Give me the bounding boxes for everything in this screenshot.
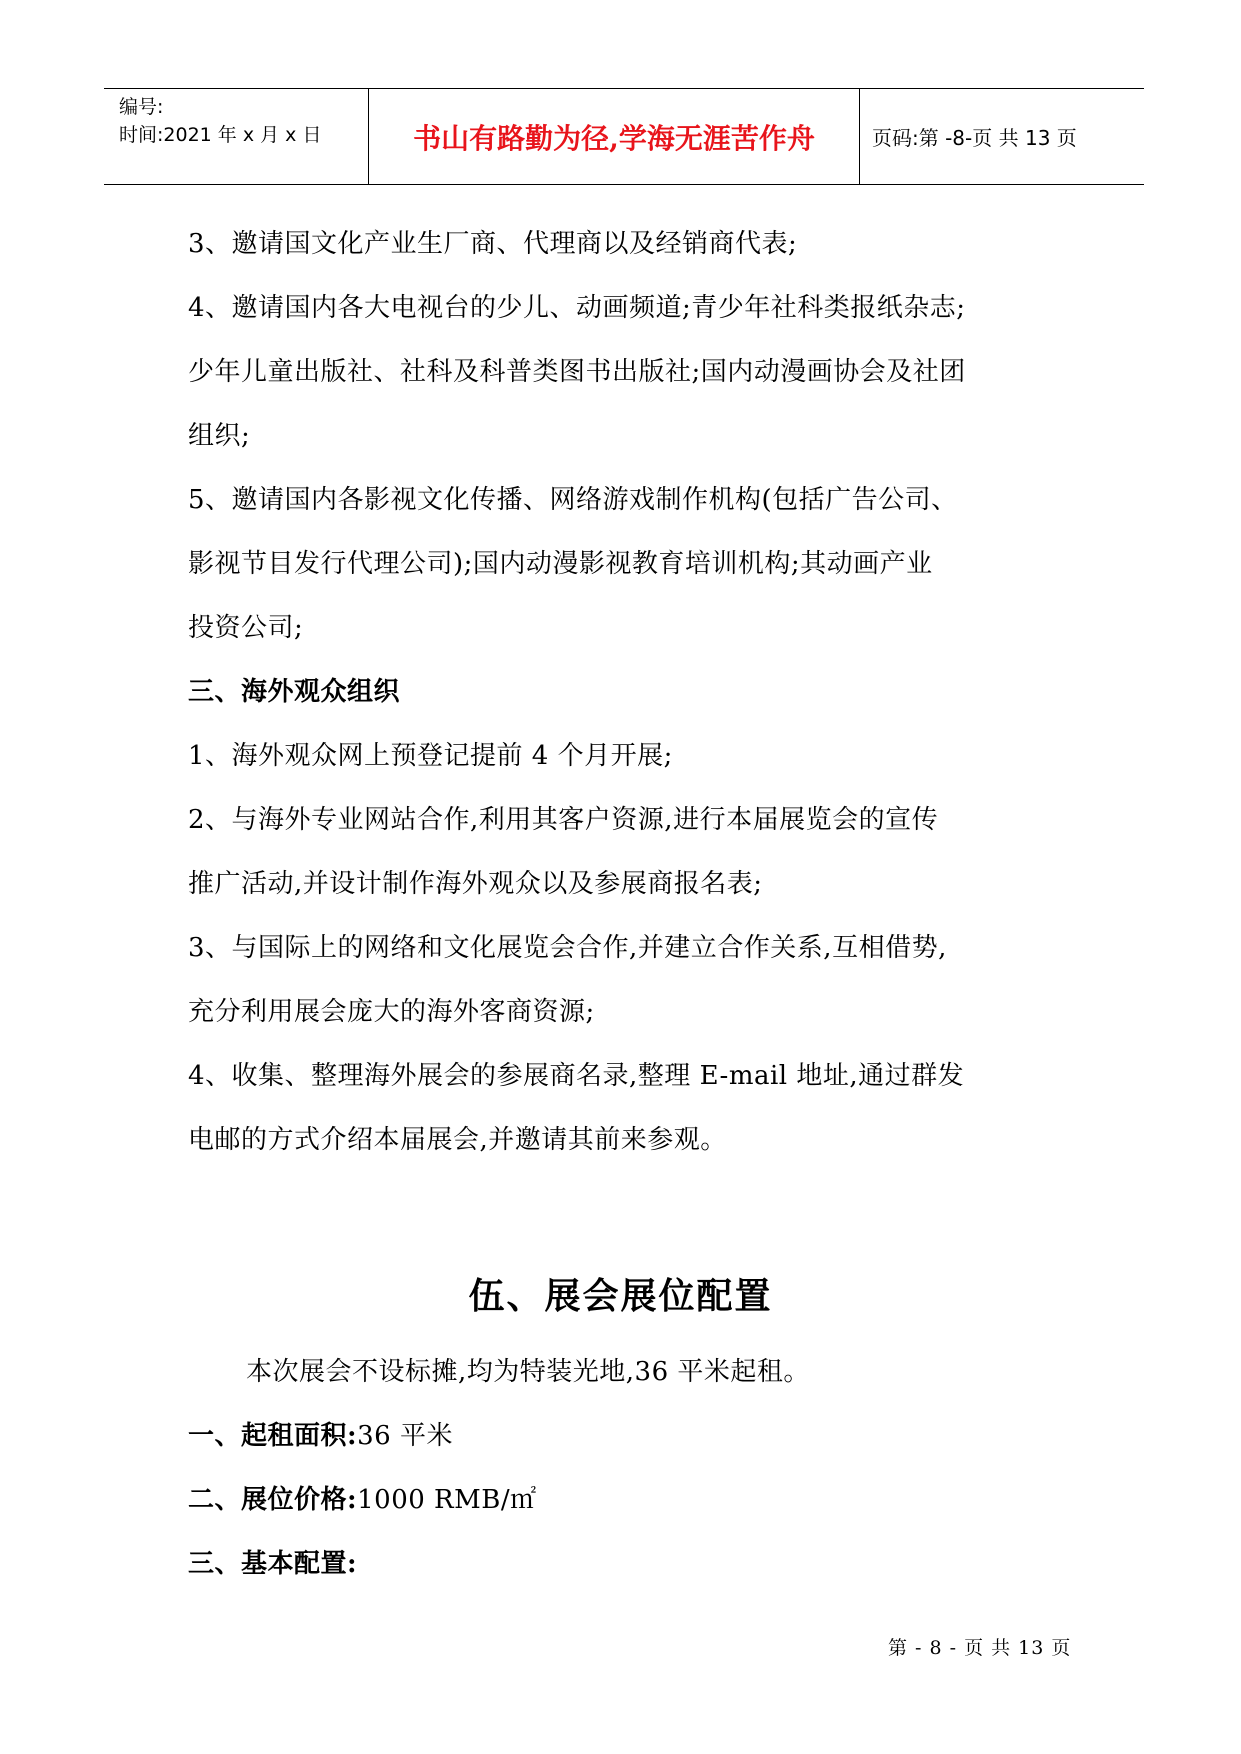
config-label: 二、展位价格: xyxy=(188,1485,358,1515)
config-item xyxy=(188,1416,453,1456)
paragraph-line: 充分利用展会庞大的海外客商资源; xyxy=(188,997,595,1027)
header-number: 编号: xyxy=(119,96,164,118)
section-heading: 三、海外观众组织 xyxy=(188,677,401,707)
config-item xyxy=(188,1544,357,1584)
document-header xyxy=(104,88,1144,185)
config-value: 36 平米 xyxy=(357,1421,453,1451)
paragraph-line: 2、与海外专业网站合作,利用其客户资源,进行本届展览会的宣传 xyxy=(188,805,939,835)
header-page-number: 页码:第 -8-页 共 13 页 xyxy=(872,126,1077,150)
header-divider xyxy=(859,89,860,184)
config-label: 三、基本配置: xyxy=(188,1549,358,1579)
paragraph-line: 1、海外观众网上预登记提前 4 个月开展; xyxy=(188,741,673,771)
config-value: 1000 RMB/㎡ xyxy=(357,1485,537,1515)
header-time: 时间:2021 年 x 月 x 日 xyxy=(119,124,322,146)
config-label: 一、起租面积: xyxy=(188,1421,358,1451)
intro-paragraph: 本次展会不设标摊,均为特装光地,36 平米起租。 xyxy=(246,1357,810,1387)
paragraph-line: 投资公司; xyxy=(188,613,304,643)
paragraph-line: 3、邀请国文化产业生厂商、代理商以及经销商代表; xyxy=(188,229,798,259)
section-title: 伍、展会展位配置 xyxy=(468,1275,773,1317)
paragraph-line: 5、邀请国内各影视文化传播、网络游戏制作机构(包括广告公司、 xyxy=(188,485,958,515)
paragraph-line: 推广活动,并设计制作海外观众以及参展商报名表; xyxy=(188,869,763,899)
paragraph-line: 电邮的方式介绍本届展会,并邀请其前来参观。 xyxy=(188,1125,727,1155)
paragraph-line: 少年儿童出版社、社科及科普类图书出版社;国内动漫画协会及社团 xyxy=(188,357,966,387)
header-meta xyxy=(119,93,321,149)
page-footer: 第 - 8 - 页 共 13 页 xyxy=(888,1637,1072,1659)
config-item xyxy=(188,1480,537,1520)
header-motto: 书山有路勤为径,学海无涯苦作舟 xyxy=(413,122,815,155)
paragraph-line: 4、收集、整理海外展会的参展商名录,整理 E-mail 地址,通过群发 xyxy=(188,1061,965,1091)
paragraph-line: 影视节目发行代理公司);国内动漫影视教育培训机构;其动画产业 xyxy=(188,549,933,579)
paragraph-line: 组织; xyxy=(188,421,251,451)
paragraph-line: 3、与国际上的网络和文化展览会合作,并建立合作关系,互相借势, xyxy=(188,933,947,963)
paragraph-line: 4、邀请国内各大电视台的少儿、动画频道;青少年社科类报纸杂志; xyxy=(188,293,966,323)
